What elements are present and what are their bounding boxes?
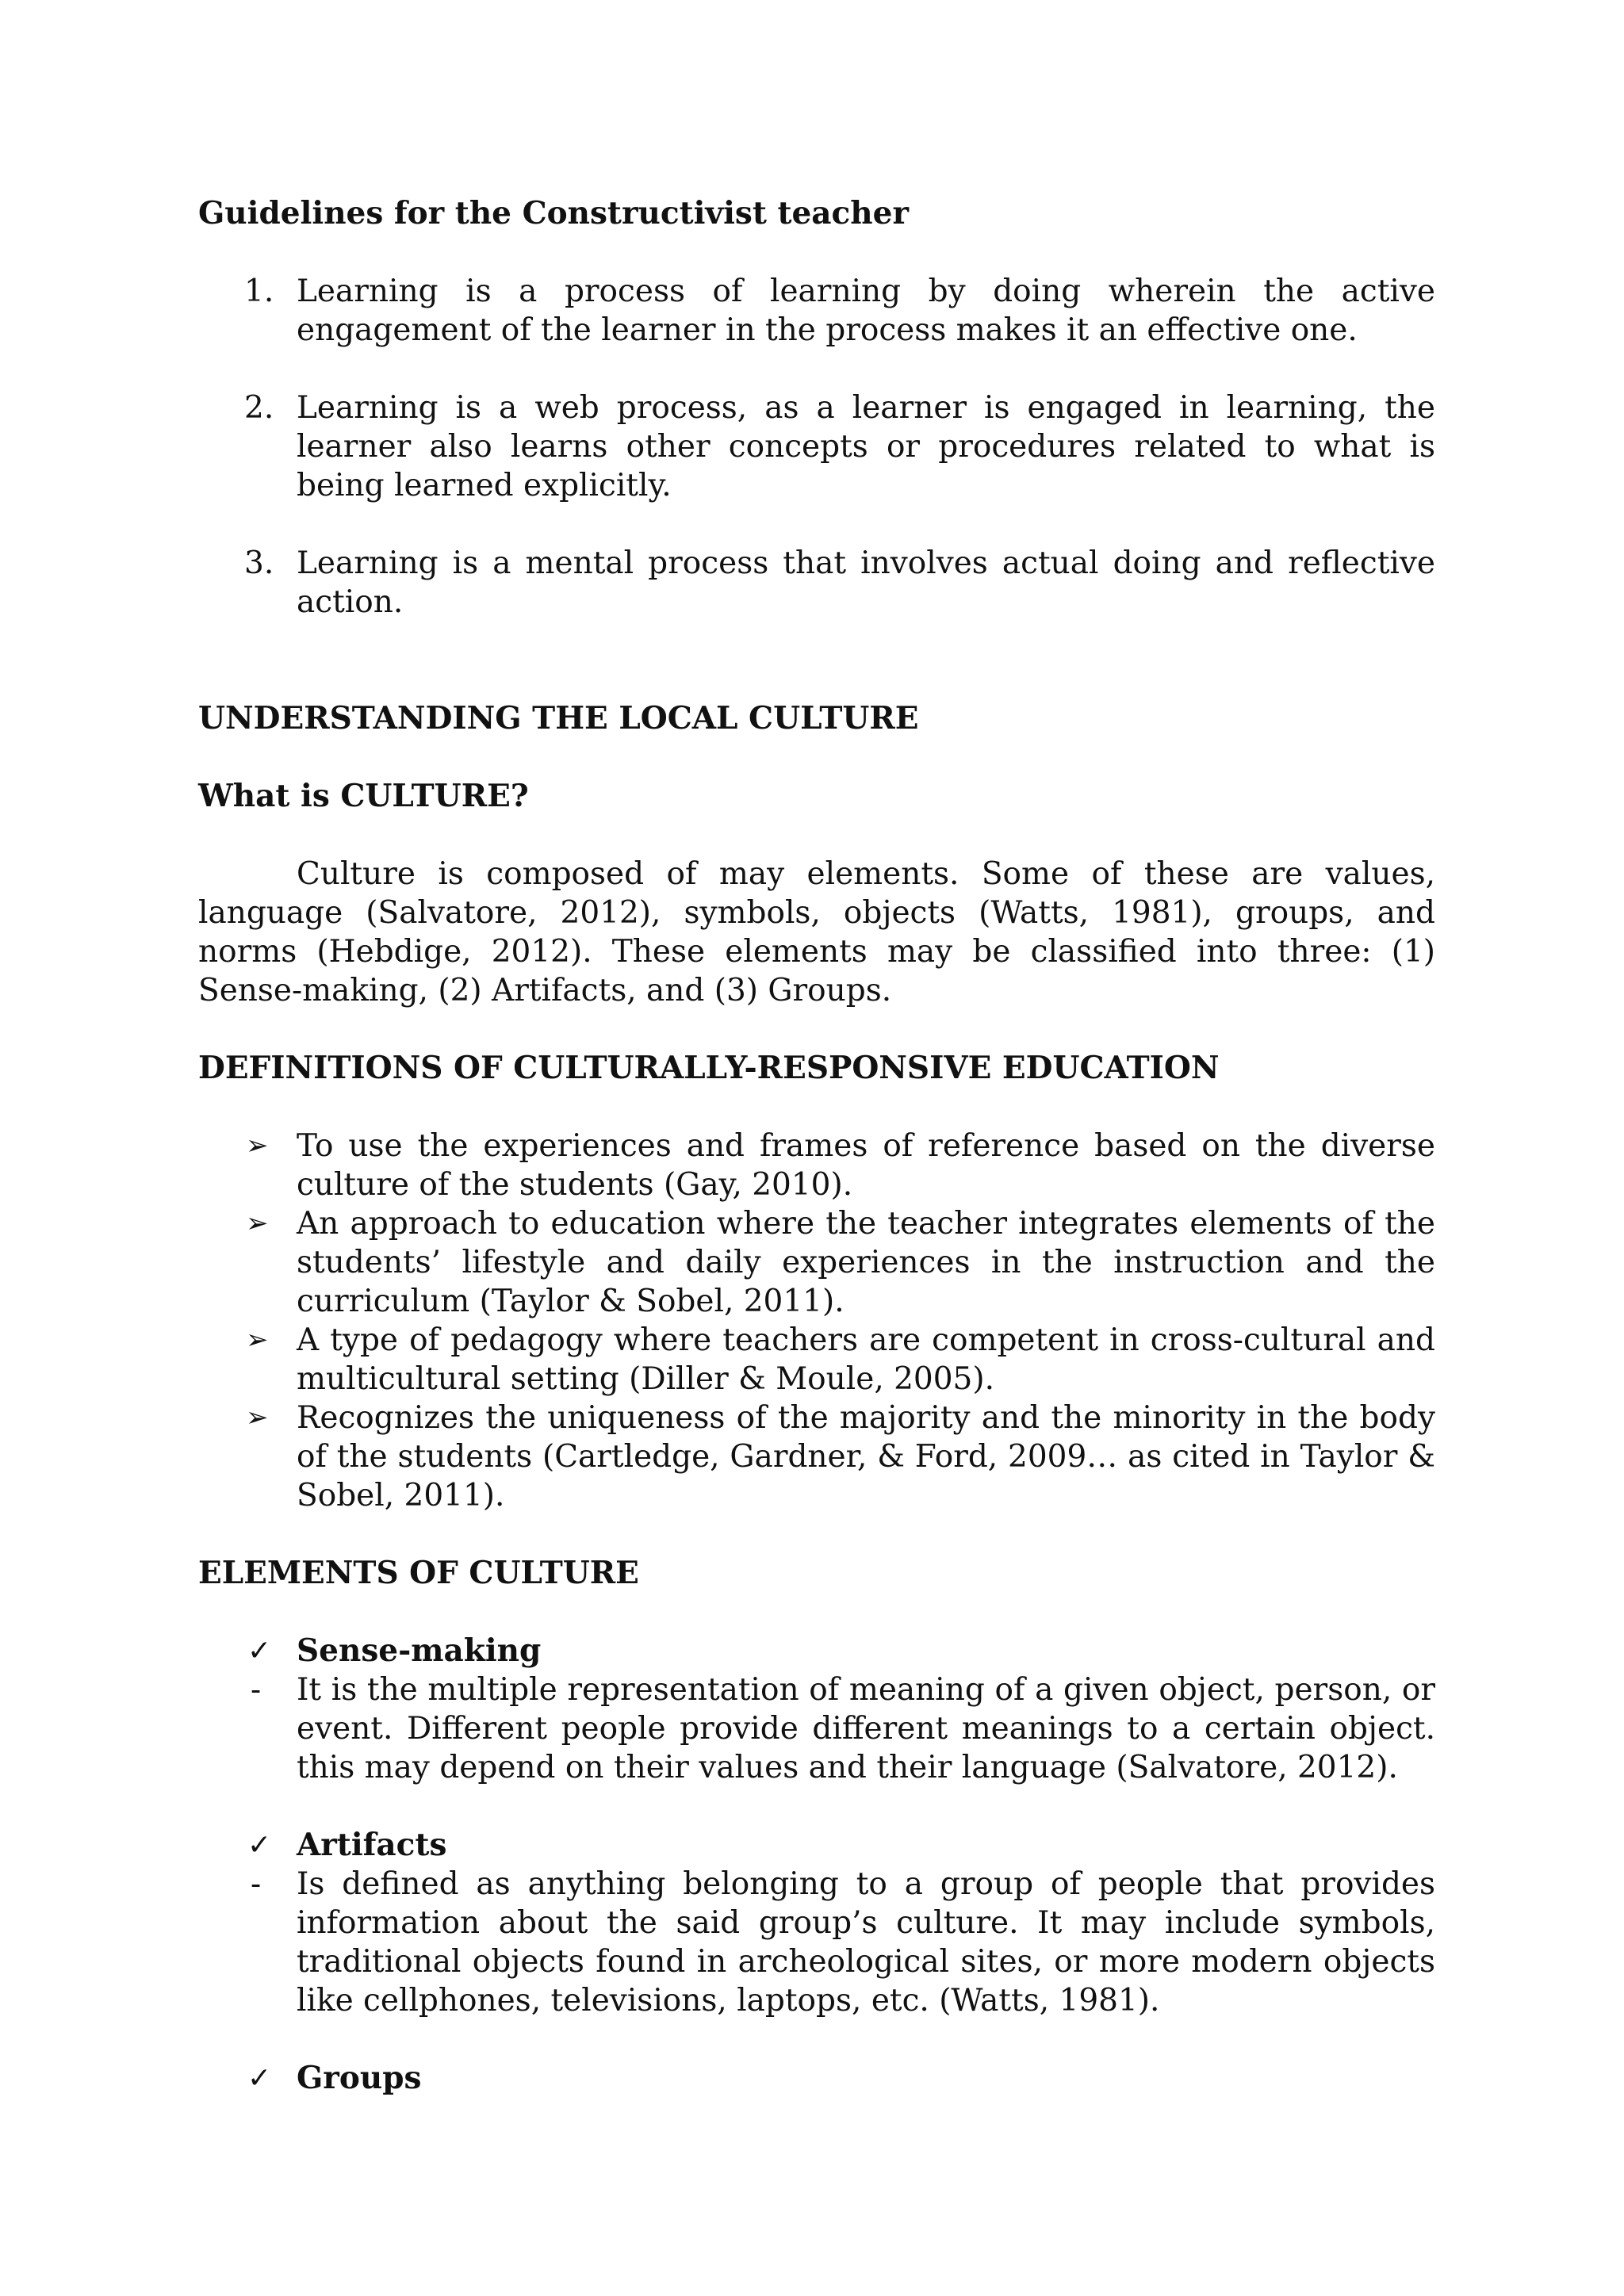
element-title-row	[198, 1826, 1435, 1865]
element-name: Sense-making	[297, 1632, 542, 1669]
arrow-bullet-icon: ➢	[246, 1130, 269, 1161]
definition-text: To use the experiences and frames of reference based on the diverse culture of the students (Gay, 2010).	[297, 1128, 1435, 1203]
definition-text: A type of pedagogy where teachers are competent in cross-cultural and multicultural setting (Diller & Moule, 2005).	[297, 1322, 1435, 1397]
culture-paragraph: Culture is composed of may elements. Some of these are values, language (Salvatore, 2012), symbols, objects (Watts, 1981), groups, and norms (Hebdige, 2012). These elements may be classified into three: (1) Sense-making, (2) Artifacts, and (3) Groups.	[198, 856, 1435, 1008]
list-number: 1.	[244, 274, 274, 309]
arrow-bullet-icon: ➢	[246, 1207, 269, 1239]
element-description-row	[198, 1865, 1435, 2020]
guideline-item	[198, 388, 1435, 505]
document-page	[198, 194, 1435, 2098]
element-description-row	[198, 1670, 1435, 1787]
guideline-item	[198, 272, 1435, 350]
element-name: Artifacts	[297, 1827, 447, 1863]
what-is-culture-heading: What is CULTURE?	[198, 778, 529, 814]
definition-item	[198, 1127, 1435, 1204]
definition-item	[198, 1321, 1435, 1399]
arrow-bullet-icon: ➢	[246, 1402, 269, 1433]
list-number: 3.	[244, 545, 274, 581]
list-number: 2.	[244, 390, 274, 426]
guidelines-heading: Guidelines for the Constructivist teacher	[198, 195, 910, 232]
guideline-text: Learning is a mental process that involves actual doing and reflective action.	[297, 545, 1435, 620]
dash-bullet: -	[251, 1866, 262, 1902]
elements-heading: ELEMENTS OF CULTURE	[198, 1555, 639, 1591]
definition-item	[198, 1204, 1435, 1321]
definition-item	[198, 1399, 1435, 1515]
checkmark-icon: ✓	[247, 2062, 272, 2095]
definition-text: Recognizes the uniqueness of the majority and the minority in the body of the students (Cartledge, Gardner, & Ford, 2009… as cited in Taylor & Sobel, 2011).	[297, 1400, 1435, 1513]
element-description: It is the multiple representation of meaning of a given object, person, or event. Different people provide different meanings to a certain object. this may depend on their values and their language (Salvatore, 2012).	[297, 1672, 1435, 1785]
element-description: Is defined as anything belonging to a group of people that provides information about the said group’s culture. It may include symbols, traditional objects found in archeological sites, or more modern objects like cellphones, televisions, laptops, etc. (Watts, 1981).	[297, 1866, 1435, 2019]
guideline-text: Learning is a web process, as a learner is engaged in learning, the learner also learns other concepts or procedures related to what is being learned explicitly.	[297, 390, 1435, 503]
understanding-heading: UNDERSTANDING THE LOCAL CULTURE	[198, 700, 919, 737]
guidelines-list	[198, 272, 1435, 622]
guideline-text: Learning is a process of learning by doing wherein the active engagement of the learner in the process makes it an effective one.	[297, 274, 1435, 348]
elements-list	[198, 1632, 1435, 2098]
definition-text: An approach to education where the teacher integrates elements of the students’ lifestyle and daily experiences in the instruction and the curriculum (Taylor & Sobel, 2011).	[297, 1206, 1435, 1319]
dash-bullet: -	[251, 1672, 262, 1708]
element-name: Groups	[297, 2060, 422, 2096]
element-title-row	[198, 1632, 1435, 1670]
checkmark-icon: ✓	[247, 1635, 272, 1667]
definitions-list	[198, 1127, 1435, 1515]
guideline-item	[198, 544, 1435, 622]
arrow-bullet-icon: ➢	[246, 1324, 269, 1356]
checkmark-icon: ✓	[247, 1829, 272, 1862]
element-title-row	[198, 2059, 1435, 2098]
definitions-heading: DEFINITIONS OF CULTURALLY-RESPONSIVE EDUCATION	[198, 1050, 1220, 1086]
